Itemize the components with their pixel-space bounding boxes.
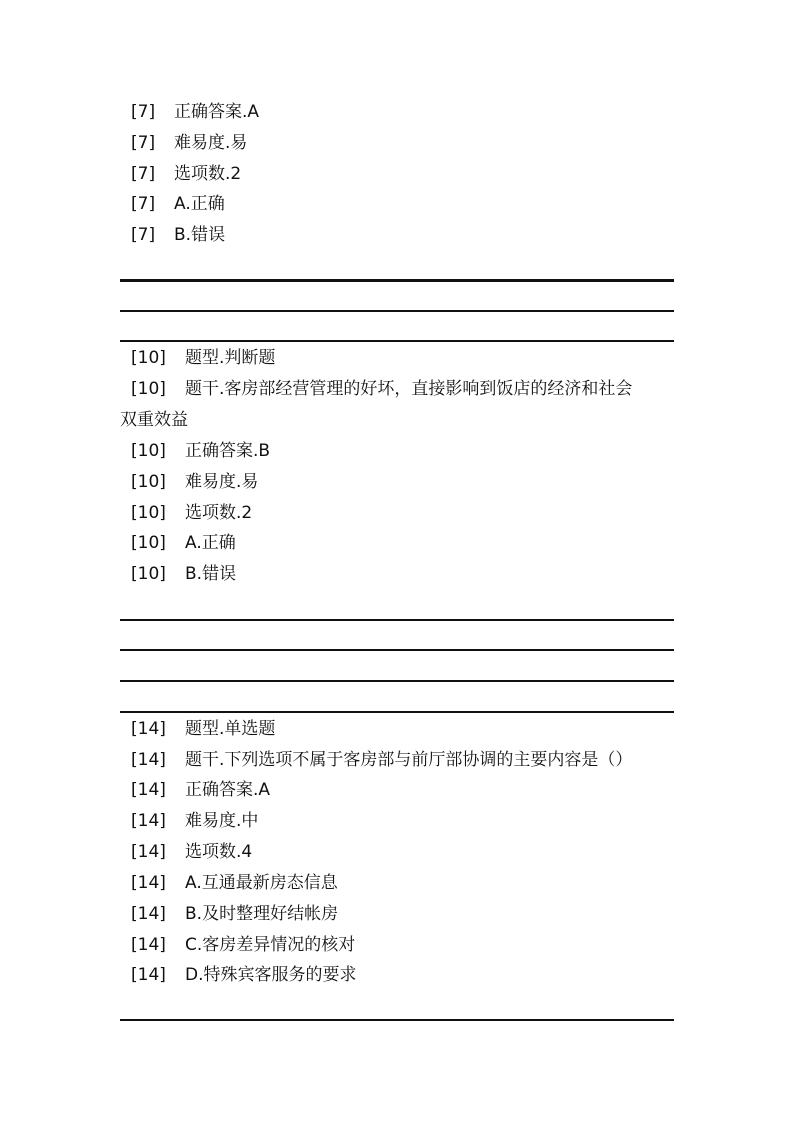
q14-tag: [14] (131, 811, 166, 831)
q14-option-b: B.及时整理好结帐房 (185, 904, 339, 924)
q7-option-b: B.错误 (174, 225, 226, 245)
q10-difficulty: 难易度.易 (185, 472, 259, 492)
q10-tag: [10] (131, 348, 166, 368)
q14-difficulty-line (131, 806, 258, 837)
q14-tag: [14] (131, 719, 166, 739)
q14-tag: [14] (131, 750, 166, 770)
q14-tag: [14] (131, 965, 166, 985)
q14-tag: [14] (131, 904, 166, 924)
q14-tag: [14] (131, 780, 166, 800)
q10-option-a: A.正确 (185, 533, 236, 553)
q14-option-a: A.互通最新房态信息 (185, 873, 338, 893)
divider-rule (120, 310, 674, 312)
q14-option-d: D.特殊宾客服务的要求 (185, 965, 357, 985)
q14-option-count: 选项数.4 (185, 842, 253, 862)
q14-type-line (131, 714, 275, 745)
q7-option-count-line (131, 159, 241, 190)
q7-tag: [7] (131, 194, 156, 214)
q10-tag: [10] (131, 564, 166, 584)
q14-type: 题型.单选题 (185, 719, 276, 739)
q10-option-a-line (131, 528, 236, 559)
q14-option-count-line (131, 837, 252, 868)
divider-rule (120, 340, 674, 342)
q14-tag: [14] (131, 842, 166, 862)
q10-difficulty-line (131, 467, 258, 498)
divider-rule (120, 711, 674, 713)
q10-answer: 正确答案.B (185, 441, 271, 461)
q14-option-c-line (131, 930, 355, 961)
q7-option-count: 选项数.2 (174, 164, 242, 184)
q14-tag: [14] (131, 935, 166, 955)
q7-answer: 正确答案.A (174, 102, 260, 122)
divider-rule (120, 279, 674, 282)
q10-type: 题型.判断题 (185, 348, 276, 368)
q7-difficulty: 难易度.易 (174, 133, 248, 153)
q14-option-b-line (131, 899, 338, 930)
divider-rule (120, 680, 674, 682)
q10-option-count: 选项数.2 (185, 503, 253, 523)
q14-tag: [14] (131, 873, 166, 893)
q7-option-a: A.正确 (174, 194, 225, 214)
q10-stem-continuation: 双重效益 (120, 410, 188, 430)
q7-option-a-line (131, 189, 225, 220)
q10-answer-line (131, 436, 270, 467)
q14-option-d-line (131, 960, 357, 991)
divider-rule (120, 1019, 674, 1021)
q14-answer-line (131, 775, 270, 806)
divider-rule (120, 649, 674, 651)
q14-difficulty: 难易度.中 (185, 811, 259, 831)
q10-tag: [10] (131, 441, 166, 461)
q14-option-c: C.客房差异情况的核对 (185, 935, 356, 955)
q10-tag: [10] (131, 503, 166, 523)
q10-option-count-line (131, 498, 252, 529)
q10-type-line (131, 343, 275, 374)
q14-option-a-line (131, 868, 338, 899)
q10-tag: [10] (131, 379, 166, 399)
q7-tag: [7] (131, 225, 156, 245)
q7-difficulty-line (131, 128, 247, 159)
q7-option-b-line (131, 220, 225, 251)
q10-tag: [10] (131, 533, 166, 553)
q10-option-b-line (131, 559, 236, 590)
q14-stem: 题干.下列选项不属于客房部与前厅部协调的主要内容是（） (185, 750, 633, 770)
q7-answer-line (131, 97, 259, 128)
q10-stem-line (131, 374, 632, 405)
q14-answer: 正确答案.A (185, 780, 271, 800)
q10-stem: 题干.客房部经营管理的好坏，直接影响到饭店的经济和社会 (185, 379, 633, 399)
q7-tag: [7] (131, 164, 156, 184)
divider-rule (120, 619, 674, 621)
q10-tag: [10] (131, 472, 166, 492)
q14-stem-line (131, 745, 632, 776)
q7-tag: [7] (131, 133, 156, 153)
q10-option-b: B.错误 (185, 564, 237, 584)
q7-tag: [7] (131, 102, 156, 122)
